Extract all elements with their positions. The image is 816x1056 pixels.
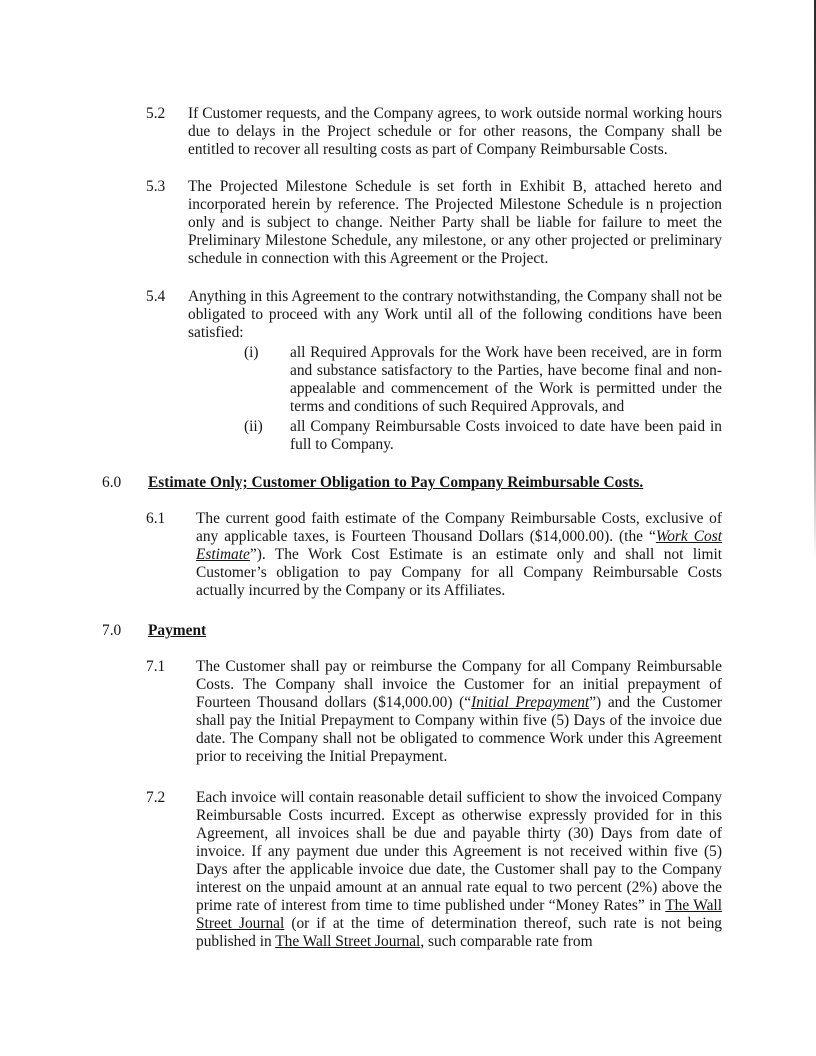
section-7-2-text-c: , such comparable rate from bbox=[420, 933, 593, 950]
section-7-2-text bbox=[196, 789, 722, 951]
condition-text-i: all Required Approvals for the Work have been received, are in form and substance satisfactory to the Parties, have become final and non-appealable and commencement of the Work is permitted under the terms and conditions of such Required Approvals, and bbox=[290, 344, 722, 415]
section-number-5-4: 5.4 bbox=[146, 288, 166, 305]
section-number-6-0: 6.0 bbox=[102, 474, 122, 491]
condition-label-ii: (ii) bbox=[244, 418, 263, 435]
defined-term-work-cost-estimate: Work Cost Estimate bbox=[196, 528, 722, 563]
section-6-1-text-b: ”). The Work Cost Estimate is an estimate only and shall not limit Customer’s obligation to pay Company for all Company Reimbursable Costs actually incurred by the Company or its Affiliates. bbox=[196, 546, 722, 599]
section-number-7-2: 7.2 bbox=[146, 789, 166, 806]
defined-term-initial-prepayment: Initial Prepayment bbox=[471, 694, 590, 711]
condition-text-ii: all Company Reimbursable Costs invoiced to date have been paid in full to Company. bbox=[290, 418, 722, 453]
section-number-5-2: 5.2 bbox=[146, 105, 166, 122]
section-5-3-text: The Projected Milestone Schedule is set forth in Exhibit B, attached hereto and incorporated herein by reference. The Projected Milestone Schedule is n projection only and is subject to change. Neither Party shall be liable for failure to meet the Preliminary Milestone Schedule, any milestone, or any other projected or preliminary schedule in connection with this Agreement or the Project. bbox=[188, 178, 722, 267]
journal-title-2: The Wall Street Journal bbox=[275, 933, 421, 950]
section-6-1-text-a: The current good faith estimate of the Company Reimbursable Costs, exclusive of any applicable taxes, is Fourteen Thousand Dollars ($14,000.00). (the “ bbox=[196, 510, 722, 545]
section-number-5-3: 5.3 bbox=[146, 178, 166, 195]
section-number-6-1: 6.1 bbox=[146, 510, 166, 527]
section-7-1-text bbox=[196, 658, 722, 766]
condition-label-i: (i) bbox=[244, 344, 259, 361]
journal-title-1: The Wall Street Journal bbox=[196, 897, 722, 932]
section-7-1-text-b: ”) and the Customer shall pay the Initial Prepayment to Company within five (5) Days of the invoice due date. The Company shall not be obligated to commence Work under this Agreement prior to receiving the Initial Prepayment. bbox=[196, 694, 723, 765]
section-7-heading: Payment bbox=[148, 622, 207, 639]
section-7-2-text-a: Each invoice will contain reasonable detail sufficient to show the invoiced Company Reimbursable Costs incurred. Except as otherwise expressly provided for in this Agreement, all invoices shall be due and payable thirty (30) Days from date of invoice. If any payment due under this Agreement is not received within five (5) Days after the applicable invoice due date, the Customer shall pay to the Company interest on the unpaid amount at an annual rate equal to two percent (2%) above the prime rate of interest from time to time published under “Money Rates” in bbox=[196, 789, 722, 914]
section-number-7-0: 7.0 bbox=[102, 622, 122, 639]
section-5-4-text: Anything in this Agreement to the contrary notwithstanding, the Company shall not be obligated to proceed with any Work until all of the following conditions have been satisfied: bbox=[188, 288, 722, 341]
section-6-heading: Estimate Only; Customer Obligation to Pay Company Reimbursable Costs. bbox=[148, 474, 644, 491]
section-7-2-text-b: (or if at the time of determination thereof, such rate is not being published in bbox=[196, 915, 722, 950]
section-6-1-text bbox=[196, 510, 722, 600]
section-number-7-1: 7.1 bbox=[146, 658, 166, 675]
section-5-2-text: If Customer requests, and the Company agrees, to work outside normal working hours due to delays in the Project schedule or for other reasons, the Company shall be entitled to recover all resulting costs as part of Company Reimbursable Costs. bbox=[188, 105, 722, 158]
section-7-1-text-a: The Customer shall pay or reimburse the Company for all Company Reimbursable Costs. The Company shall invoice the Customer for an initial prepayment of Fourteen Thousand dollars ($14,000.00) (“ bbox=[196, 658, 722, 711]
